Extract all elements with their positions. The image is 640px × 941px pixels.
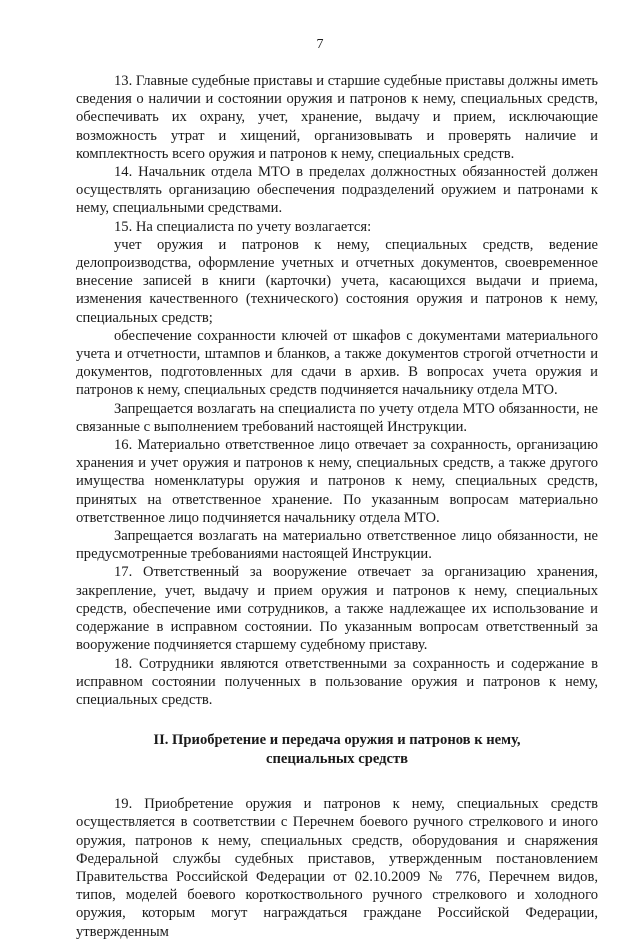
paragraph-17: 17. Ответственный за вооружение отвечает за организацию хранения, закрепление, учет, выдачу и прием оружия и патронов к нему, специальных средств, обеспечение ими сотрудников, а также надлежащее их использование и содержание в исправном состоянии. По указанным вопросам ответственный за вооружение подчиняется старшему судебному приставу. xyxy=(76,564,598,654)
section-heading xyxy=(76,731,598,769)
section-heading-line-2: специальных средств xyxy=(265,751,409,768)
page-number: 7 xyxy=(316,37,324,52)
document-body xyxy=(76,72,598,941)
paragraph-14: 14. Начальник отдела МТО в пределах должностных обязанностей должен осуществлять организацию обеспечения подразделений оружием и патронами к нему, специальными средствами. xyxy=(76,164,598,217)
paragraph-15-item-keys: обеспечение сохранности ключей от шкафов с документами материального учета и отчетности, штампов и бланков, а также документов строгой отчетности и документов, подготовленных для сдачи в архив. В вопросах учета оружия и патронов к нему, специальных средств подчиняется начальнику отдела МТО. xyxy=(76,327,598,399)
paragraph-15-item-accounting: учет оружия и патронов к нему, специальных средств, ведение делопроизводства, оформление учетных и отчетных документов, своевременное внесение записей в книги (карточки) учета, касающихся выдачи и приема, изменения качественного (технического) состояния оружия и патронов к нему, специальных средств; xyxy=(76,236,598,326)
paragraph-16: 16. Материально ответственное лицо отвечает за сохранность, организацию хранения и учет оружия и патронов к нему, специальных средств, а также другого имущества номенклатуры оружия и патронов к нему, специальных средств, принятых на ответственное хранение. По указанным вопросам материально ответственное лицо подчиняется начальнику отдела МТО. xyxy=(76,437,598,526)
paragraph-15: 15. На специалиста по учету возлагается: xyxy=(114,218,372,235)
section-heading-line-1: II. Приобретение и передача оружия и патронов к нему, xyxy=(153,732,521,749)
paragraph-13: 13. Главные судебные приставы и старшие судебные приставы должны иметь сведения о наличии и состоянии оружия и патронов к нему, специальных средств, обеспечивать их охрану, учет, хранение, выдачу и прием, исключающие возможность утрат и хищений, организовывать и проверять наличие и комплектность всего оружия и патронов к нему, специальных средств. xyxy=(76,73,598,162)
paragraph-15-prohibition: Запрещается возлагать на специалиста по учету отдела МТО обязанности, не связанные с выполнением требований настоящей Инструкции. xyxy=(76,400,598,435)
paragraph-19: 19. Приобретение оружия и патронов к нему, специальных средств осуществляется в соответствии с Перечнем боевого ручного стрелкового и иного оружия, патронов к нему, специальных средств, оборудования и снаряжения Федеральной службы судебных приставов, утвержденным постановлением Правительства Российской Федерации от 02.10.2009 № 776, Перечнем видов, типов, моделей боевого короткоствольного ручного стрелкового и холодного оружия, которым могут награждаться граждане Российской Федерации, утвержденным xyxy=(76,796,598,940)
paragraph-18: 18. Сотрудники являются ответственными за сохранность и содержание в исправном состоянии полученных в пользование оружия и патронов к нему, специальных средств. xyxy=(76,655,598,708)
paragraph-16-prohibition: Запрещается возлагать на материально ответственное лицо обязанности, не предусмотренные требованиями настоящей Инструкции. xyxy=(76,528,598,563)
